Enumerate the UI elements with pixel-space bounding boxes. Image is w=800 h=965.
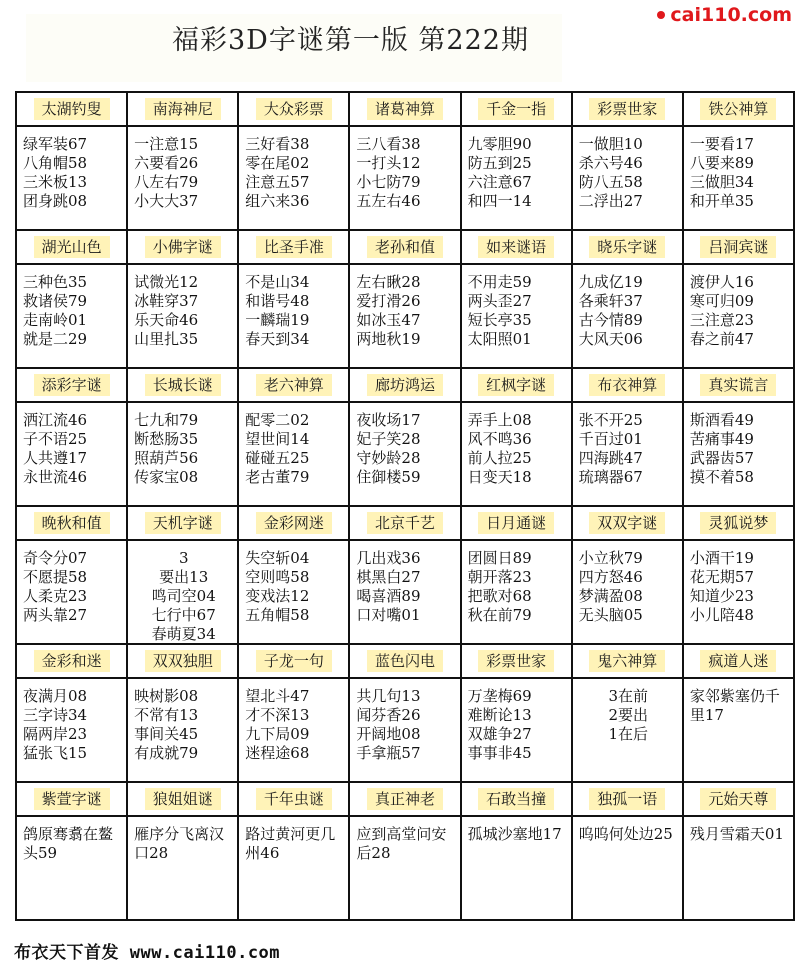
riddle-line: 古今情89 <box>578 311 643 329</box>
riddle-line: 两头靠27 <box>23 606 88 624</box>
riddle-line: 事事非45 <box>467 744 532 762</box>
riddle-line: 才不深13 <box>245 706 310 724</box>
source-name: 灵狐说梦 <box>700 512 776 534</box>
riddle-source-header <box>683 782 794 816</box>
riddle-line: 如冰玉47 <box>356 311 421 329</box>
riddle-entries <box>461 126 572 230</box>
riddle-source-header <box>461 644 572 678</box>
riddle-entries <box>461 816 572 920</box>
source-name: 晚秋和值 <box>34 512 110 534</box>
riddle-source-header <box>16 506 127 540</box>
riddle-line: 空则鸣58 <box>245 568 310 586</box>
riddle-line: 一做胆10 <box>578 135 643 153</box>
source-name: 大众彩票 <box>256 98 332 120</box>
riddle-line: 八左右79 <box>134 173 199 191</box>
riddle-source-header <box>238 368 349 402</box>
riddle-line: 猛张飞15 <box>23 744 88 762</box>
riddle-entries <box>238 816 349 920</box>
riddle-source-header <box>127 506 238 540</box>
riddle-line: 团圆日89 <box>467 549 532 567</box>
riddle-line: 望北斗47 <box>245 687 310 705</box>
riddle-line: 团身跳08 <box>23 192 88 210</box>
riddle-line: 闻芬香26 <box>356 706 421 724</box>
riddle-line: 和谐号48 <box>245 292 310 310</box>
source-name: 铁公神算 <box>700 98 776 120</box>
riddle-entries <box>349 264 460 368</box>
riddle-line: 万垄梅69 <box>467 687 532 705</box>
riddle-entries <box>127 678 238 782</box>
riddle-entries <box>238 126 349 230</box>
riddle-line: 鸣司空04 <box>151 587 216 605</box>
riddle-line: 不用走59 <box>467 273 532 291</box>
riddle-line: 人共遵17 <box>23 449 88 467</box>
logo-dot-icon <box>657 11 665 19</box>
riddle-line: 无头脑05 <box>578 606 643 624</box>
riddle-source-header <box>127 782 238 816</box>
riddle-line: 乐天命46 <box>134 311 199 329</box>
riddle-entries <box>572 816 683 920</box>
source-name: 真正神老 <box>367 788 443 810</box>
riddle-entries <box>238 402 349 506</box>
riddle-entries <box>238 264 349 368</box>
riddle-line: 应到高堂问安后28 <box>356 825 447 862</box>
riddle-entries <box>16 816 127 920</box>
riddle-line: 3 <box>178 549 189 567</box>
riddle-line: 配零二02 <box>245 411 310 429</box>
riddle-line: 碰碰五25 <box>245 449 310 467</box>
riddle-line: 三八看38 <box>356 135 421 153</box>
riddle-line: 三字诗34 <box>23 706 88 724</box>
riddle-line: 五角帽58 <box>245 606 310 624</box>
riddle-line: 映树影08 <box>134 687 199 705</box>
riddle-line: 小七防79 <box>356 173 421 191</box>
riddle-entries <box>572 264 683 368</box>
riddle-line: 救诸侯79 <box>23 292 88 310</box>
riddle-line: 春天到34 <box>245 330 310 348</box>
riddle-line: 隔两岸23 <box>23 725 88 743</box>
source-name: 添彩字谜 <box>34 374 110 396</box>
site-logo[interactable] <box>657 4 792 26</box>
source-name: 千年虫谜 <box>256 788 332 810</box>
riddle-line: 二浮出27 <box>578 192 643 210</box>
riddle-line: 一打头12 <box>356 154 421 172</box>
riddle-line: 把歌对68 <box>467 587 532 605</box>
riddle-source-header <box>127 368 238 402</box>
riddle-line: 夜收场17 <box>356 411 421 429</box>
riddle-line: 八要来89 <box>689 154 754 172</box>
riddle-source-header <box>349 368 460 402</box>
riddle-entries <box>127 126 238 230</box>
riddle-entries <box>461 678 572 782</box>
riddle-line: 传家宝08 <box>134 468 199 486</box>
riddle-source-header <box>572 92 683 126</box>
riddle-line: 路过黄河更几州46 <box>245 825 336 862</box>
riddle-line: 开阔地08 <box>356 725 421 743</box>
source-name: 双双字谜 <box>589 512 665 534</box>
source-name: 疯道人迷 <box>700 650 776 672</box>
riddle-line: 三米板13 <box>23 173 88 191</box>
riddle-line: 失空斩04 <box>245 549 310 567</box>
riddle-line: 防五到25 <box>467 154 532 172</box>
riddle-line: 奇令分07 <box>23 549 88 567</box>
riddle-line: 朝开落23 <box>467 568 532 586</box>
riddle-line: 三做胆34 <box>689 173 754 191</box>
source-name: 双双独胆 <box>145 650 221 672</box>
riddle-entries <box>16 126 127 230</box>
riddle-line: 有成就79 <box>134 744 199 762</box>
source-name: 狼姐姐谜 <box>145 788 221 810</box>
riddle-line: 左右瞅28 <box>356 273 421 291</box>
riddle-line: 知道少23 <box>689 587 754 605</box>
riddle-line: 三好看38 <box>245 135 310 153</box>
riddle-line: 三种色35 <box>23 273 88 291</box>
source-name: 金彩网迷 <box>256 512 332 534</box>
riddle-line: 秋在前79 <box>467 606 532 624</box>
riddle-line: 迷程途68 <box>245 744 310 762</box>
riddle-line: 大风天06 <box>578 330 643 348</box>
riddle-line: 雁序分飞离汉口28 <box>134 825 225 862</box>
riddle-line: 两地秋19 <box>356 330 421 348</box>
riddle-line: 夜满月08 <box>23 687 88 705</box>
riddle-line: 短长亭35 <box>467 311 532 329</box>
riddle-entries <box>683 540 794 644</box>
riddle-source-header <box>16 230 127 264</box>
riddle-line: 各乘轩37 <box>578 292 643 310</box>
riddle-source-header <box>572 368 683 402</box>
riddle-source-header <box>461 92 572 126</box>
source-name: 金彩和迷 <box>34 650 110 672</box>
source-name: 南海神尼 <box>145 98 221 120</box>
riddle-entries <box>683 816 794 920</box>
riddle-entries <box>349 540 460 644</box>
riddle-source-header <box>238 230 349 264</box>
source-name: 鬼六神算 <box>589 650 665 672</box>
riddle-line: 喝喜酒89 <box>356 587 421 605</box>
riddle-line: 要出13 <box>159 568 209 586</box>
riddle-entries <box>349 402 460 506</box>
source-name: 布衣神算 <box>589 374 665 396</box>
riddle-line: 3在前 <box>608 687 649 705</box>
riddle-line: 棋黑白27 <box>356 568 421 586</box>
riddle-entries <box>572 540 683 644</box>
source-name: 元始天尊 <box>700 788 776 810</box>
riddle-source-header <box>127 92 238 126</box>
source-name: 彩票世家 <box>478 650 554 672</box>
riddle-source-header <box>16 92 127 126</box>
riddle-line: 春之前47 <box>689 330 754 348</box>
riddle-line: 难断论13 <box>467 706 532 724</box>
riddle-line: 鸽原骞翥在鳌头59 <box>23 825 114 862</box>
riddle-line: 张不开25 <box>578 411 643 429</box>
riddle-entries <box>16 678 127 782</box>
riddle-entries <box>127 402 238 506</box>
source-name: 如来谜语 <box>478 236 554 258</box>
riddle-source-header <box>127 644 238 678</box>
riddle-line: 人柔克23 <box>23 587 88 605</box>
source-name: 晓乐字谜 <box>589 236 665 258</box>
riddle-entries <box>572 678 683 782</box>
source-name: 长城长谜 <box>145 374 221 396</box>
riddle-entries <box>572 126 683 230</box>
riddle-line: 永世流46 <box>23 468 88 486</box>
source-name: 吕洞宾谜 <box>700 236 776 258</box>
source-name: 天机字谜 <box>145 512 221 534</box>
riddle-line: 春萌夏34 <box>151 625 216 643</box>
riddle-line: 九成亿19 <box>578 273 643 291</box>
riddle-entries <box>683 264 794 368</box>
riddle-line: 共几句13 <box>356 687 421 705</box>
riddle-source-header <box>572 506 683 540</box>
riddle-line: 九下局09 <box>245 725 310 743</box>
riddle-line: 弄手上08 <box>467 411 532 429</box>
riddle-source-header <box>572 782 683 816</box>
riddle-line: 八角帽58 <box>23 154 88 172</box>
source-name: 红枫字谜 <box>478 374 554 396</box>
riddle-line: 千百过01 <box>578 430 643 448</box>
riddle-line: 四方怒46 <box>578 568 643 586</box>
riddle-line: 一要看17 <box>689 135 754 153</box>
source-name: 蓝色闪电 <box>367 650 443 672</box>
riddle-entries <box>238 678 349 782</box>
riddle-line: 前人拉25 <box>467 449 532 467</box>
source-name: 老六神算 <box>256 374 332 396</box>
page-title: 福彩3D字谜第一版 第222期 <box>172 25 529 56</box>
riddle-source-header <box>349 92 460 126</box>
riddle-entries <box>349 126 460 230</box>
riddle-line: 四海跳47 <box>578 449 643 467</box>
riddle-entries <box>16 402 127 506</box>
riddle-line: 小大大37 <box>134 192 199 210</box>
riddle-source-header <box>461 782 572 816</box>
riddle-line: 零在尾02 <box>245 154 310 172</box>
riddle-source-header <box>16 644 127 678</box>
source-name: 日月通谜 <box>478 512 554 534</box>
riddle-line: 日变天18 <box>467 468 532 486</box>
riddle-source-header <box>238 506 349 540</box>
source-name: 太湖钓叟 <box>34 98 110 120</box>
riddle-line: 两头歪27 <box>467 292 532 310</box>
riddle-line: 五左右46 <box>356 192 421 210</box>
riddle-line: 梦满盈08 <box>578 587 643 605</box>
riddle-source-header <box>238 644 349 678</box>
riddle-line: 就是二29 <box>23 330 88 348</box>
source-name: 诸葛神算 <box>367 98 443 120</box>
riddle-line: 不是山34 <box>245 273 310 291</box>
riddle-line: 九零胆90 <box>467 135 532 153</box>
riddle-line: 小酒干19 <box>689 549 754 567</box>
riddle-source-header <box>683 92 794 126</box>
riddle-line: 望世间14 <box>245 430 310 448</box>
source-name: 北京千艺 <box>367 512 443 534</box>
riddle-line: 1在后 <box>608 725 649 743</box>
riddle-line: 2要出 <box>608 706 649 724</box>
source-name: 千金一指 <box>478 98 554 120</box>
riddle-line: 防八五58 <box>578 173 643 191</box>
riddle-source-header <box>349 506 460 540</box>
riddle-line: 子不语25 <box>23 430 88 448</box>
riddle-line: 一注意15 <box>134 135 199 153</box>
riddle-source-header <box>16 368 127 402</box>
riddle-line: 老古董79 <box>245 468 310 486</box>
riddle-entries <box>127 264 238 368</box>
riddle-source-header <box>349 782 460 816</box>
riddle-line: 妃子笑28 <box>356 430 421 448</box>
riddle-grid <box>15 91 795 921</box>
riddle-line: 小立秋79 <box>578 549 643 567</box>
riddle-line: 山里扎35 <box>134 330 199 348</box>
riddle-entries <box>127 816 238 920</box>
riddle-line: 注意五57 <box>245 173 310 191</box>
riddle-entries <box>238 540 349 644</box>
riddle-source-header <box>572 230 683 264</box>
riddle-line: 住御楼59 <box>356 468 421 486</box>
riddle-line: 家邻紫塞仍千里17 <box>689 687 780 724</box>
riddle-line: 苦痛事49 <box>689 430 754 448</box>
source-name: 石敢当撞 <box>478 788 554 810</box>
riddle-entries <box>349 816 460 920</box>
source-name: 老孙和值 <box>367 236 443 258</box>
riddle-source-header <box>349 644 460 678</box>
riddle-source-header <box>238 92 349 126</box>
riddle-line: 不愿提58 <box>23 568 88 586</box>
riddle-line: 事间关45 <box>134 725 199 743</box>
riddle-line: 武器齿57 <box>689 449 754 467</box>
riddle-entries <box>16 540 127 644</box>
riddle-line: 小儿陪48 <box>689 606 754 624</box>
riddle-line: 走南岭01 <box>23 311 88 329</box>
logo-text: cai110.com <box>670 4 792 26</box>
riddle-line: 七行中67 <box>151 606 216 624</box>
riddle-entries <box>461 264 572 368</box>
riddle-entries <box>461 540 572 644</box>
riddle-line: 洒江流46 <box>23 411 88 429</box>
riddle-line: 爱打滑26 <box>356 292 421 310</box>
riddle-source-header <box>127 230 238 264</box>
riddle-entries <box>127 540 238 644</box>
riddle-line: 冰鞋穿37 <box>134 292 199 310</box>
riddle-line: 渡伊人16 <box>689 273 754 291</box>
riddle-line: 呜呜何处边25 <box>578 825 673 843</box>
riddle-line: 花无期57 <box>689 568 754 586</box>
riddle-line: 绿军装67 <box>23 135 88 153</box>
riddle-line: 变戏法12 <box>245 587 310 605</box>
source-name: 子龙一句 <box>256 650 332 672</box>
riddle-line: 寒可归09 <box>689 292 754 310</box>
source-name: 彩票世家 <box>589 98 665 120</box>
riddle-line: 口对嘴01 <box>356 606 421 624</box>
source-name: 廊坊鸿运 <box>367 374 443 396</box>
riddle-entries <box>683 126 794 230</box>
riddle-line: 孤城沙塞地17 <box>467 825 562 843</box>
riddle-line: 手拿瓶57 <box>356 744 421 762</box>
riddle-source-header <box>683 644 794 678</box>
riddle-source-header <box>461 230 572 264</box>
riddle-line: 几出戏36 <box>356 549 421 567</box>
riddle-line: 不常有13 <box>134 706 199 724</box>
riddle-source-header <box>349 230 460 264</box>
riddle-entries <box>16 264 127 368</box>
riddle-line: 和四一14 <box>467 192 532 210</box>
riddle-line: 三注意23 <box>689 311 754 329</box>
riddle-line: 六注意67 <box>467 173 532 191</box>
riddle-line: 试微光12 <box>134 273 199 291</box>
riddle-source-header <box>572 644 683 678</box>
source-name: 小佛字谜 <box>145 236 221 258</box>
riddle-entries <box>683 402 794 506</box>
riddle-line: 断愁肠35 <box>134 430 199 448</box>
riddle-source-header <box>461 506 572 540</box>
source-name: 独孤一语 <box>589 788 665 810</box>
riddle-line: 残月雪霜天01 <box>689 825 784 843</box>
riddle-line: 风不鸣36 <box>467 430 532 448</box>
source-name: 比圣手准 <box>256 236 332 258</box>
riddle-line: 照葫芦56 <box>134 449 199 467</box>
riddle-entries <box>349 678 460 782</box>
riddle-entries <box>461 402 572 506</box>
riddle-line: 组六来36 <box>245 192 310 210</box>
riddle-line: 六要看26 <box>134 154 199 172</box>
source-name: 真实谎言 <box>700 374 776 396</box>
riddle-line: 斯酒看49 <box>689 411 754 429</box>
riddle-line: 太阳照01 <box>467 330 532 348</box>
footer-banner: 布衣天下首发 www.cai110.com <box>10 936 284 965</box>
riddle-entries <box>572 402 683 506</box>
riddle-entries <box>683 678 794 782</box>
riddle-line: 一麟瑞19 <box>245 311 310 329</box>
riddle-line: 摸不着58 <box>689 468 754 486</box>
riddle-line: 双雄争27 <box>467 725 532 743</box>
riddle-source-header <box>238 782 349 816</box>
riddle-line: 和开单35 <box>689 192 754 210</box>
riddle-source-header <box>16 782 127 816</box>
source-name: 湖光山色 <box>34 236 110 258</box>
riddle-line: 七九和79 <box>134 411 199 429</box>
riddle-source-header <box>683 506 794 540</box>
source-name: 紫萱字谜 <box>34 788 110 810</box>
riddle-source-header <box>683 230 794 264</box>
riddle-source-header <box>461 368 572 402</box>
riddle-line: 琉璃器67 <box>578 468 643 486</box>
riddle-source-header <box>683 368 794 402</box>
riddle-line: 杀六号46 <box>578 154 643 172</box>
riddle-line: 守妙龄28 <box>356 449 421 467</box>
